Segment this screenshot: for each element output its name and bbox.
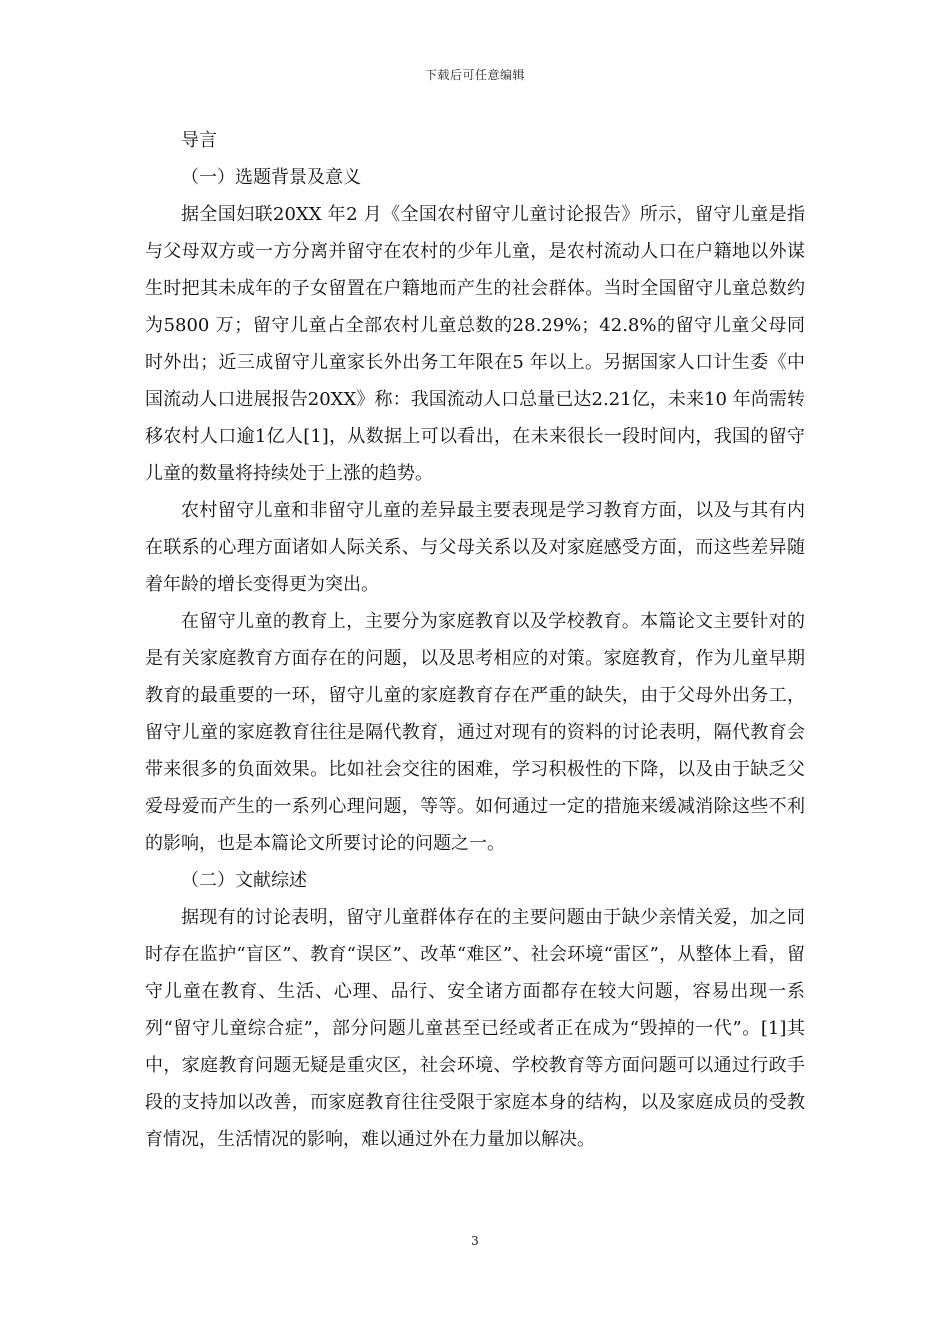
section-heading-literature-review: （二）文献综述 xyxy=(181,870,307,891)
page-header-note: 下载后可任意编辑 xyxy=(424,68,525,82)
paragraph-literature-review: 据现有的讨论表明，留守儿童群体存在的主要问题由于缺少亲情关爱，加之同时存在监护“盲区”、教育“误区”、改革“难区”、社会环境“雷区”，从整体上看，留守儿童在教育、生活、心理、品行、安全诸方面都存在较大问题，容易出现一系列“留守儿童综合症”，部分问题儿童甚至已经或者正在成为“毁掉的一代”。[1]其中，家庭教育问题无疑是重灾区，社会环境、学校教育等方面问题可以通过行政手段的支持加以改善，而家庭教育往往受限于家庭本身的结构，以及家庭成员的受教育情况，生活情况的影响，难以通过外在力量加以解决。 xyxy=(145,907,805,1150)
paragraph-background-statistics: 据全国妇联20XX 年2 月《全国农村留守儿童讨论报告》所示，留守儿童是指与父母双方或一方分离并留守在农村的少年儿童，是农村流动人口在户籍地以外谋生时把其未成年的子女留置在户籍地而产生的社会群体。当时全国留守儿童总数约为5800 万；留守儿童占全部农村儿童总数的28.29%；42.8%的留守儿童父母同时外出；近三成留守儿童家长外出务工年限在5 年以上。另据国家人口计生委《中国流动人口进展报告20XX》称：我国流动人口总量已达2.21亿，未来10 年尚需转移农村人口逾1亿人[1]，从数据上可以看出，在未来很长一段时间内，我国的留守儿童的数量将持续处于上涨的趋势。 xyxy=(145,204,805,484)
document-body xyxy=(145,122,805,1158)
paragraph-family-education: 在留守儿童的教育上，主要分为家庭教育以及学校教育。本篇论文主要针对的是有关家庭教育方面存在的问题，以及思考相应的对策。家庭教育，作为儿童早期教育的最重要的一环，留守儿童的家庭教育存在严重的缺失，由于父母外出务工，留守儿童的家庭教育往往是隔代教育，通过对现有的资料的讨论表明，隔代教育会带来很多的负面效果。比如社会交往的困难，学习积极性的下降，以及由于缺乏父爱母爱而产生的一系列心理问题，等等。如何通过一定的措施来缓减消除这些不利的影响，也是本篇论文所要讨论的问题之一。 xyxy=(145,611,805,854)
paragraph-differences: 农村留守儿童和非留守儿童的差异最主要表现是学习教育方面，以及与其有内在联系的心理方面诸如人际关系、与父母关系以及对家庭感受方面，而这些差异随着年龄的增长变得更为突出。 xyxy=(145,500,805,595)
document-title: 导言 xyxy=(181,130,217,151)
section-heading-background: （一）选题背景及意义 xyxy=(181,167,361,188)
page-number: 3 xyxy=(471,1234,479,1248)
